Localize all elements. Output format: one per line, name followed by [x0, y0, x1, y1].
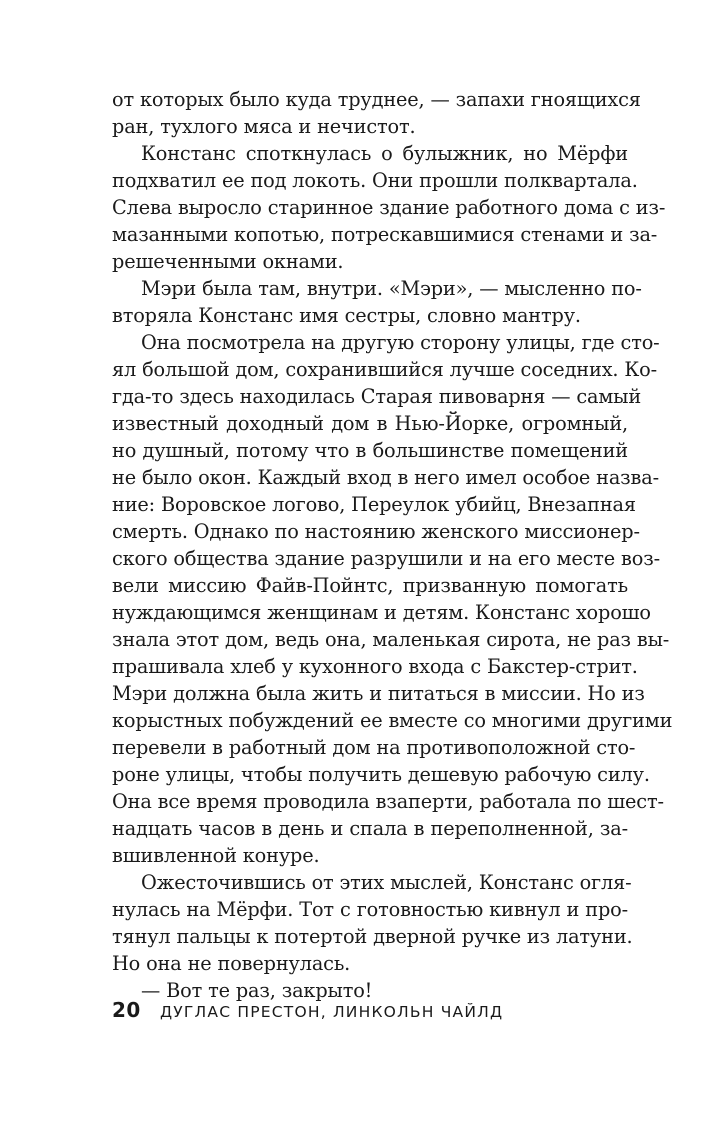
- text-line: Она все время проводила взаперти, работала по шест-: [112, 790, 664, 813]
- text-line: решеченными окнами.: [112, 250, 344, 273]
- text-line: Мэри должна была жить и питаться в миссии. Но из: [112, 682, 645, 705]
- text-line: нулась на Мёрфи. Тот с готовностью кивнул и про-: [112, 898, 628, 921]
- text-line: тянул пальцы к потертой дверной ручке из латуни.: [112, 925, 633, 948]
- text-line: прашивала хлеб у кухонного входа с Бакстер-стрит.: [112, 655, 638, 678]
- text-line: вшивленной конуре.: [112, 844, 320, 867]
- text-line: Она посмотрела на другую сторону улицы, где сто-: [141, 331, 660, 354]
- text-line: роне улицы, чтобы получить дешевую рабочую силу.: [112, 763, 650, 786]
- text-line: известный доходный дом в Нью-Йорке, огромный,: [112, 412, 628, 435]
- text-line: вторяла Констанс имя сестры, словно мантру.: [112, 304, 581, 327]
- page-footer: [112, 998, 628, 1024]
- running-head-authors: ДУГЛАС ПРЕСТОН, ЛИНКОЛЬН ЧАЙЛД: [159, 1003, 504, 1021]
- text-line: мазанными копотью, потрескавшимися стенами и за-: [112, 223, 658, 246]
- text-line: вели миссию Файв-Пойнтс, призванную помогать: [112, 574, 628, 597]
- text-line: ран, тухлого мяса и нечистот.: [112, 115, 416, 138]
- text-line: Ожесточившись от этих мыслей, Констанс огля-: [141, 871, 632, 894]
- text-line: смерть. Однако по настоянию женского миссионер-: [112, 520, 640, 543]
- text-line: от которых было куда труднее, — запахи гноящихся: [112, 88, 641, 111]
- text-line: Слева выросло старинное здание работного дома с из-: [112, 196, 666, 219]
- text-line: Констанс споткнулась о булыжник, но Мёрфи: [141, 142, 628, 165]
- text-line: нуждающимся женщинам и детям. Констанс хорошо: [112, 601, 651, 624]
- text-line: подхватил ее под локоть. Они прошли полквартала.: [112, 169, 638, 192]
- text-line: Мэри была там, внутри. «Мэри», — мысленно по-: [141, 277, 642, 300]
- text-line: ние: Воровское логово, Переулок убийц, Внезапная: [112, 493, 636, 516]
- text-line: гда-то здесь находилась Старая пивоварня — самый: [112, 385, 642, 408]
- text-line: ял большой дом, сохранившийся лучше соседних. Ко-: [112, 358, 657, 381]
- text-line: Но она не повернулась.: [112, 952, 351, 975]
- text-line: знала этот дом, ведь она, маленькая сирота, не раз вы-: [112, 628, 670, 651]
- text-line: надцать часов в день и спала в переполненной, за-: [112, 817, 628, 840]
- text-line: ского общества здание разрушили и на его месте воз-: [112, 547, 660, 570]
- text-line: — Вот те раз, закрыто!: [141, 979, 373, 1002]
- text-line: корыстных побуждений ее вместе со многими другими: [112, 709, 673, 732]
- text-line: не было окон. Каждый вход в него имел особое назва-: [112, 466, 659, 489]
- text-line: но душный, потому что в большинстве помещений: [112, 439, 628, 462]
- book-page-text: [112, 86, 673, 1004]
- page-number: 20: [112, 998, 141, 1022]
- text-line: перевели в работный дом на противоположной сто-: [112, 736, 636, 759]
